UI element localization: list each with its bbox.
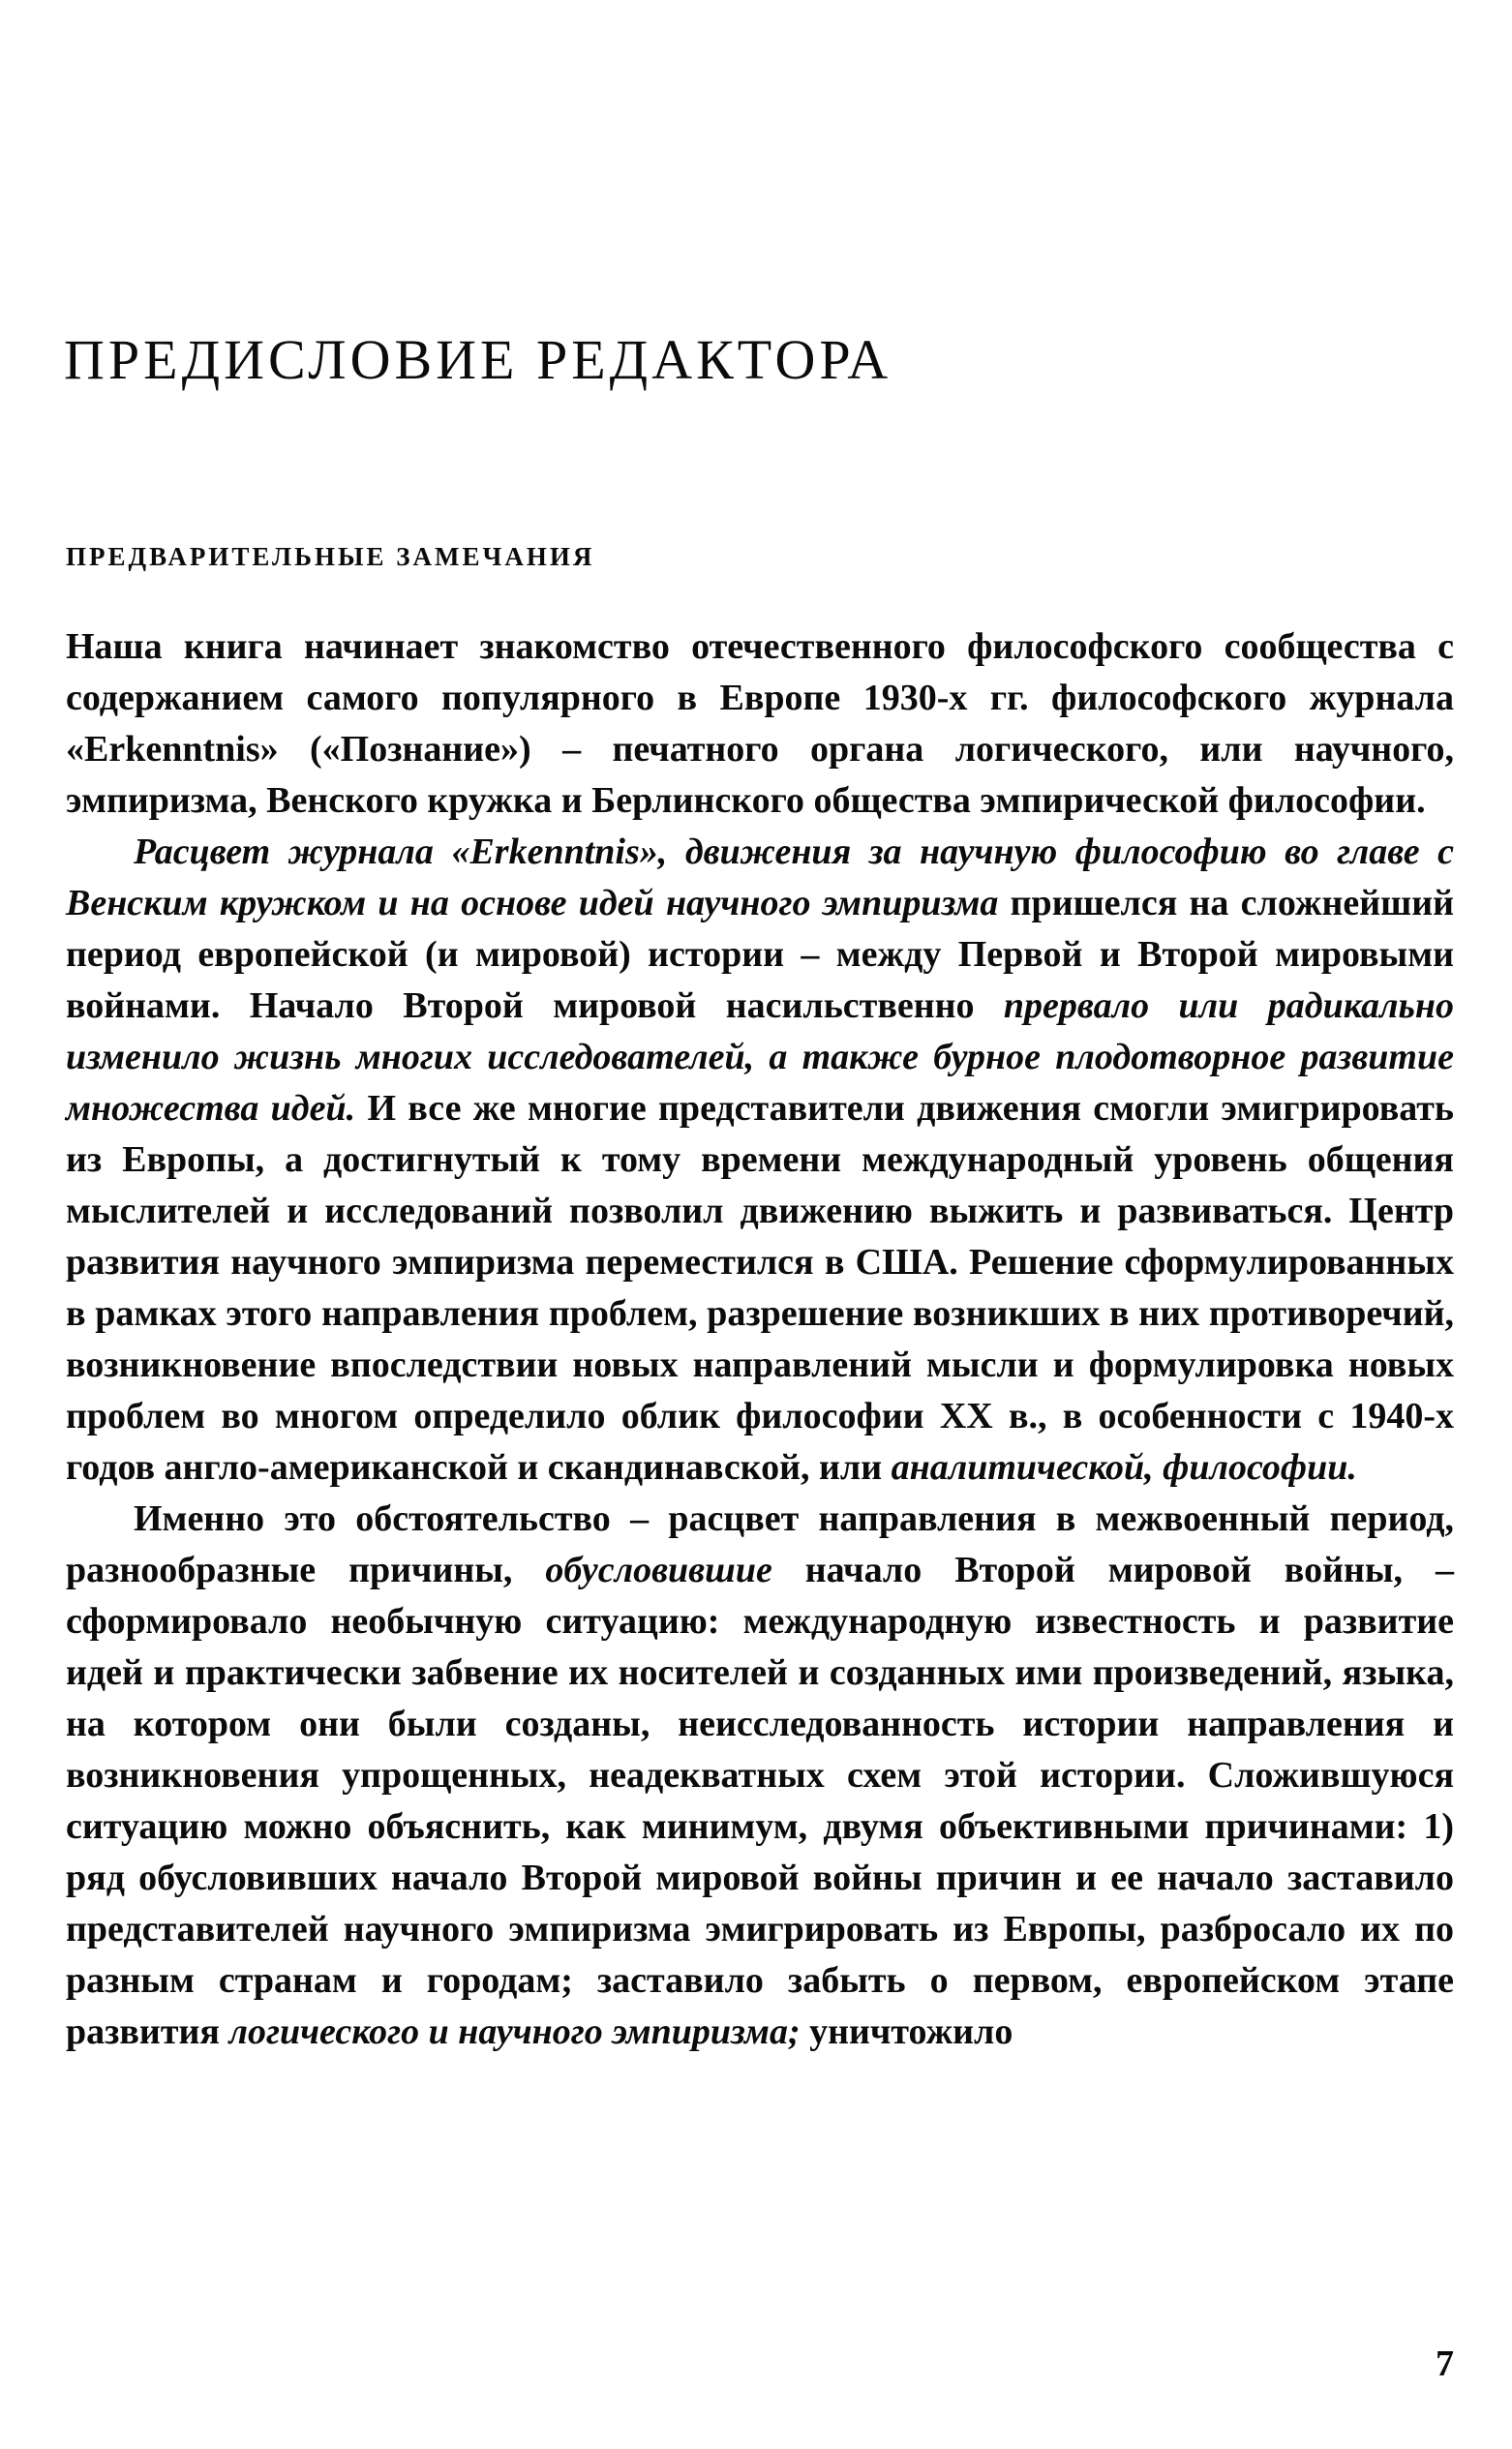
paragraph-3 — [66, 1494, 1454, 2058]
paragraph-3-italic-2: логического и научного эмпиризма; — [228, 2011, 801, 2052]
paragraph-2-italic-3: аналитической, философии. — [891, 1447, 1357, 1488]
paragraph-2-italic-1: Расцвет журнала «Erkenntnis», движения за научную философию во главе с Венским кружком и на основе идей научного эмпиризма — [66, 831, 1454, 923]
paragraph-2-text-2: И все же многие представители движения смогли эмигрировать из Европы, а достигнутый к тому времени международный уровень общения мыслителей и исследований позволил движению выжить и развиваться. Центр развития научного эмпиризма переместился в США. Решение сформулированных в рамках этого направления проблем, разрешение возникших в них противоречий, возникновение впоследствии новых направлений мысли и формулировка новых проблем во многом определило облик философии XX в., в особенности с 1940-х годов англо-американской и скандинавской, или — [66, 1088, 1455, 1488]
paragraph-3-text-3: уничтожило — [800, 2011, 1013, 2052]
body-text — [66, 621, 1454, 2058]
paragraph-2-italic-2: прервало или радикально изменило жизнь многих исследователей, а также бурное плодотворное развитие множества идей. — [66, 985, 1454, 1129]
page-number: 7 — [1436, 2343, 1454, 2384]
paragraph-2-text-1: пришелся на сложнейший период европейской (и мировой) истории – между Первой и Второй мировыми войнами. Начало Второй мировой насильственно — [66, 883, 1454, 1026]
paragraph-1 — [66, 621, 1454, 827]
paragraph-1-text: Наша книга начинает знакомство отечественного философского сообщества с содержанием самого популярного в Европе 1930-х гг. философского журнала «Erkenntnis» («Познание») – печатного органа логического, или научного, эмпиризма, Венского кружка и Берлинского общества эмпирической философии. — [66, 626, 1454, 821]
paragraph-2 — [66, 827, 1454, 1494]
paragraph-3-text-2: начало Второй мировой войны, – сформировало необычную ситуацию: международную известность и развитие идей и практически забвение их носителей и созданных ими произведений, языка, на котором они были созданы, неисследованность истории направления и возникновения упрощенных, неадекватных схем этой истории. Сложившуюся ситуацию можно объяснить, как минимум, двумя объективными причинами: 1) ряд обусловивших начало Второй мировой войны причин и ее начало заставило представителей научного эмпиризма эмигрировать из Европы, разбросало их по разным странам и городам; заставило забыть о первом, европейском этапе развития — [66, 1550, 1454, 2052]
paragraph-3-italic-1: обусловившие — [545, 1550, 772, 1590]
page-title: ПРЕДИСЛОВИЕ РЕДАКТОРА — [64, 328, 892, 391]
paragraph-3-text-1: Именно это обстоятельство – расцвет направления в межвоенный период, разнообразные причины, — [66, 1498, 1454, 1590]
section-heading: ПРЕДВАРИТЕЛЬНЫЕ ЗАМЕЧАНИЯ — [66, 542, 595, 571]
